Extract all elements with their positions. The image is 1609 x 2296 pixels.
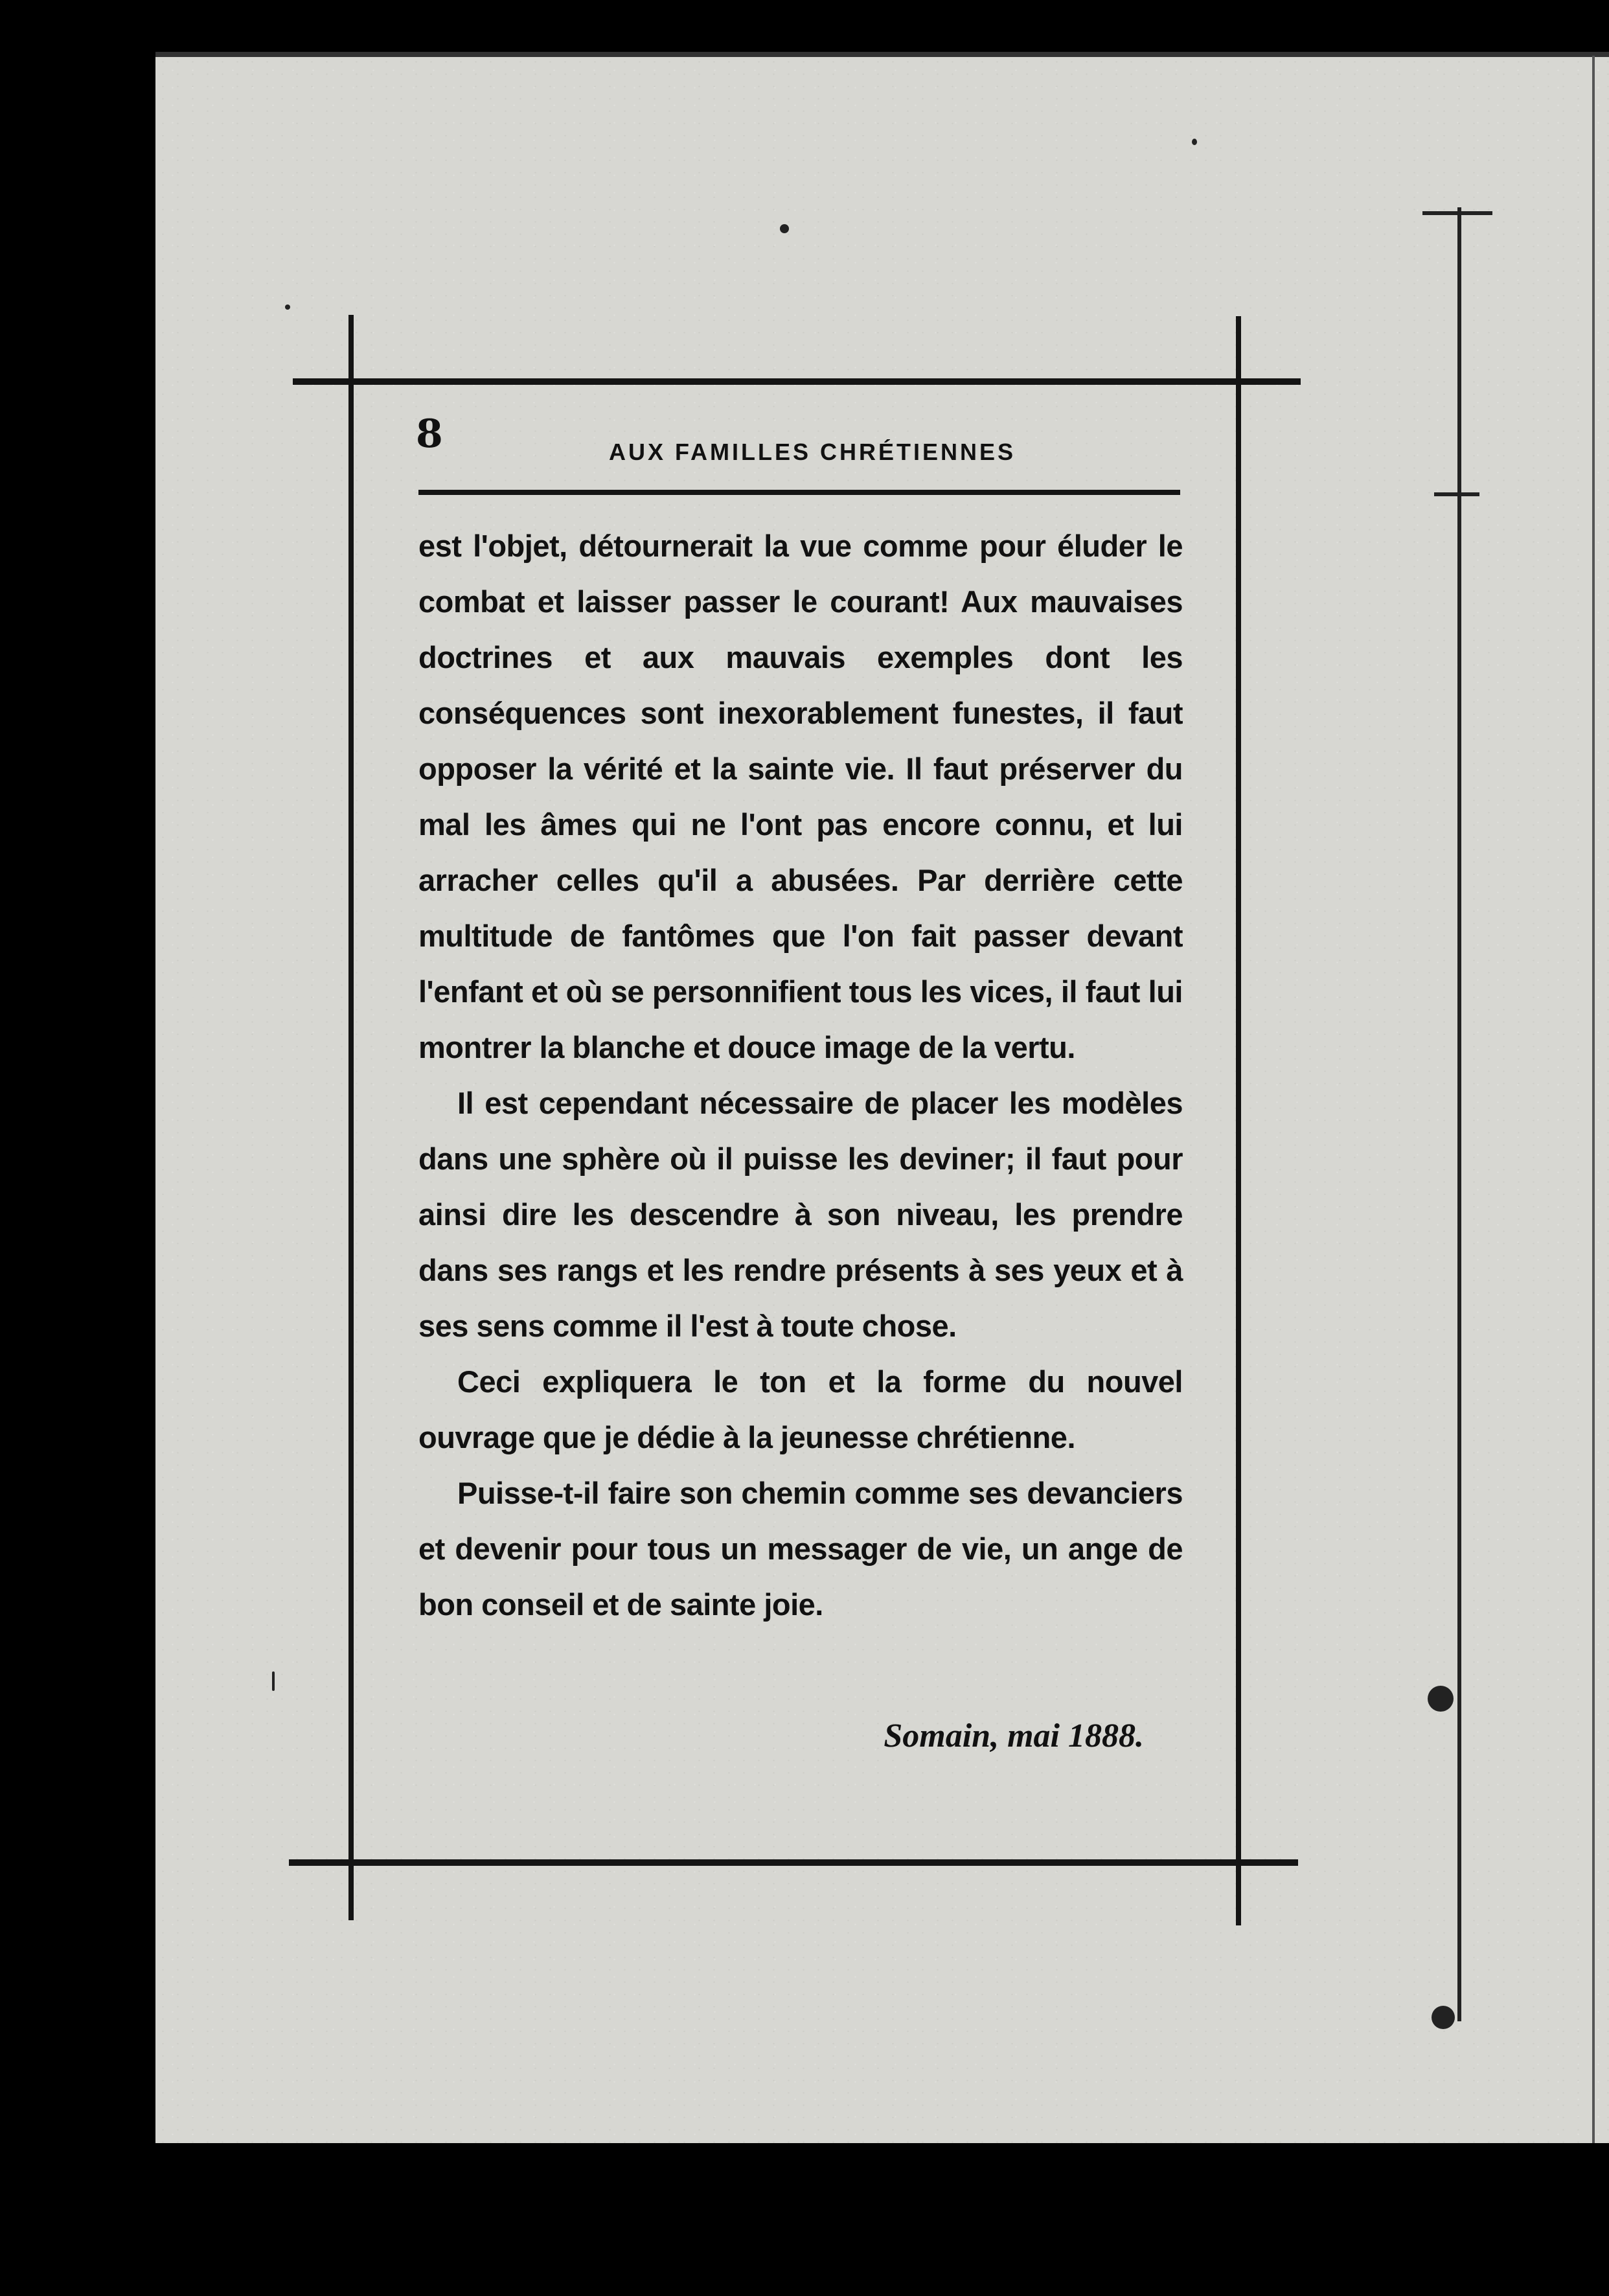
scan-bottom-border xyxy=(155,2143,1609,2296)
far-right-artifact-line xyxy=(1592,56,1595,2143)
scan-speck xyxy=(272,1671,275,1691)
body-text xyxy=(418,518,1183,1633)
right-edge-artifact-knot-bottom xyxy=(1432,2006,1455,2029)
right-edge-artifact-tick-mid xyxy=(1434,492,1479,496)
frame-bottom-rule xyxy=(289,1859,1298,1866)
frame-right-rule xyxy=(1236,316,1241,1925)
signature-place-date: Somain, mai 1888. xyxy=(884,1717,1144,1754)
right-edge-artifact-line xyxy=(1457,207,1461,2021)
paragraph-4: Puisse-t-il faire son chemin comme ses devanciers et devenir pour tous un messager de vie, un ange de bon conseil et de sainte joie. xyxy=(418,1476,1183,1622)
scan-speck xyxy=(1192,139,1197,145)
frame-left-rule xyxy=(348,315,354,1920)
header-rule xyxy=(418,490,1180,495)
paragraph-1: est l'objet, détournerait la vue comme pour éluder le combat et laisser passer le courant! Aux mauvaises doctrines et aux mauvais exemples dont les conséquences sont inexorablement funestes, il faut opposer la vérité et la sainte vie. Il faut préserver du mal les âmes qui ne l'ont pas encore connu, et lui arracher celles qu'il a abusées. Par derrière cette multitude de fantômes que l'on fait passer devant l'enfant et où se personnifient tous les vices, il faut lui montrer la blanche et douce image de la vertu. xyxy=(418,529,1183,1064)
paragraph-3: Ceci expliquera le ton et la forme du nouvel ouvrage que je dédie à la jeunesse chrétienne. xyxy=(418,1364,1183,1454)
frame-top-rule xyxy=(293,378,1301,385)
running-head: AUX FAMILLES CHRÉTIENNES xyxy=(609,439,1016,465)
scan-speck xyxy=(780,224,789,233)
top-edge-line xyxy=(155,52,1609,57)
scan-speck xyxy=(285,304,290,310)
paragraph-2: Il est cependant nécessaire de placer les modèles dans une sphère où il puisse les deviner; il faut pour ainsi dire les descendre à son niveau, les prendre dans ses rangs et les rendre présents à ses yeux et à ses sens comme il l'est à toute chose. xyxy=(418,1086,1183,1343)
right-edge-artifact-knot xyxy=(1428,1686,1454,1712)
page-number: 8 xyxy=(416,411,443,457)
right-edge-artifact-tick-top xyxy=(1422,211,1492,215)
